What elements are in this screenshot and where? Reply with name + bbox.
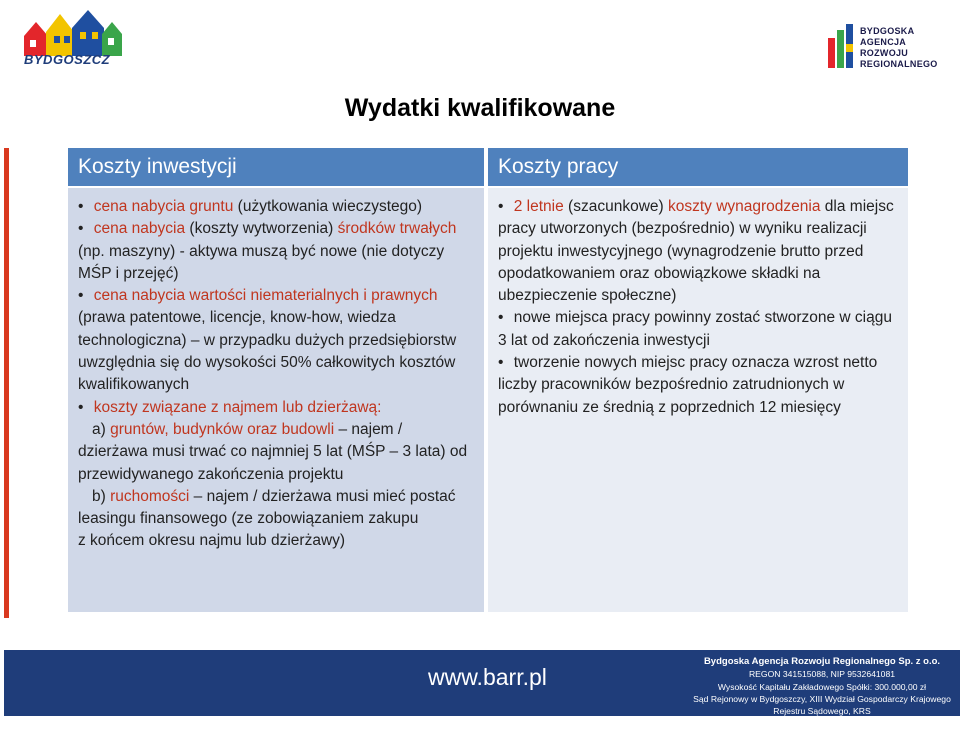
footer [4,650,960,729]
bullet-item [498,196,898,307]
labor-costs-body [488,188,908,612]
bullet-item [78,285,474,396]
highlight-text: środków trwałych [337,220,457,238]
body-text: – najem / dzierżawa musi mieć postać leasingu finansowego (ze zobowiązaniem zakupu [78,487,456,528]
bydgoszcz-logo [18,6,128,72]
body-text: tworzenie nowych miejsc pracy oznacza wzrost netto liczby pracowników bezpośrednio zatrudnionych w porównaniu ze średnią z poprzednich 12 miesięcy [498,354,878,416]
bullet-item [78,397,474,419]
company-info [692,656,952,730]
company-name: Bydgoska Agencja Rozwoju Regionalnego Sp. z o.o. [703,656,941,667]
company-capital: Wysokość Kapitału Zakładowego Spółki: 300.000,00 zł [717,681,927,692]
body-text: (koszty wytworzenia) [189,220,334,238]
sub-item-prefix: a) [92,420,106,438]
highlight-text: 2 letnie [513,198,564,215]
investment-costs-heading: Koszty inwestycji [68,148,484,188]
highlight-text: ruchomości [110,487,190,505]
highlight-text: cena nabycia wartości niematerialnych i prawnych [93,287,438,305]
body-text: nowe miejsca pracy powinny zostać stworzone w ciągu 3 lat od zakończenia inwestycji [498,309,892,349]
body-text: (szacunkowe) [568,198,664,215]
highlight-text: koszty związane z najmem lub dzierżawą: [93,398,382,416]
barr-logo-line: AGENCJA [860,37,907,47]
labor-costs-heading: Koszty pracy [488,148,908,188]
sub-item-b [78,486,474,531]
body-text: (prawa patentowe, licencje, know-how, wiedza technologiczna) – w przypadku dużych przedsiębiorstw uwzględnia się do wysokości 50% całkowitych kosztów kwalifikowanych [78,309,457,394]
body-text: (użytkowania wieczystego) [237,198,423,215]
highlight-text: cena nabycia [93,220,186,238]
barr-logo-line: BYDGOSKA [860,26,915,36]
bullet-item [498,307,898,352]
bullet-item [78,218,474,285]
investment-costs-body [68,188,484,612]
body-text: z końcem okresu najmu lub dzierżawy) [78,532,346,550]
barr-logo-line: ROZWOJU [860,48,909,58]
body-text: (np. maszyny) - aktywa muszą być nowe (nie dotyczy MŚP i przejęć) [78,242,445,282]
bullet-item [498,352,898,419]
investment-costs-panel [68,148,484,612]
sub-item-prefix: b) [92,487,106,505]
barr-logo-line: REGIONALNEGO [860,59,938,69]
body-text: – najem / dzierżawa musi trwać co najmniej 5 lat (MŚP – 3 lata) od przewidywanego zakończenia projektu [78,420,468,483]
labor-costs-panel [488,148,908,612]
decorative-bar [4,148,9,618]
slide-title: Wydatki kwalifikowane [344,94,616,122]
body-text: dla miejsc pracy utworzonych (bezpośrednio) w wyniku realizacji projektu inwestycyjnego (wynagrodzenie brutto przed opodatkowaniem oraz obowiązkowe składki na ubezpieczenie społeczne) [498,198,894,305]
highlight-text: gruntów, budynków oraz budowli [110,420,335,438]
company-court: Sąd Rejonowy w Bydgoszczy, XIII Wydział Gospodarczy Krajowego Rejestru Sądowego, KRS [693,693,951,717]
sub-item-a [78,419,474,486]
bydgoszcz-logo-text: BYDGOSZCZ [24,52,111,67]
website-link[interactable]: www.barr.pl [428,664,547,690]
highlight-text: cena nabycia gruntu [93,198,234,215]
barr-logo [826,24,946,74]
bullet-item [78,196,474,218]
highlight-text: koszty wynagrodzenia [667,198,821,215]
company-krs: 0000489734 [798,718,846,729]
company-regon: REGON 341515088, NIP 9532641081 [748,669,896,680]
